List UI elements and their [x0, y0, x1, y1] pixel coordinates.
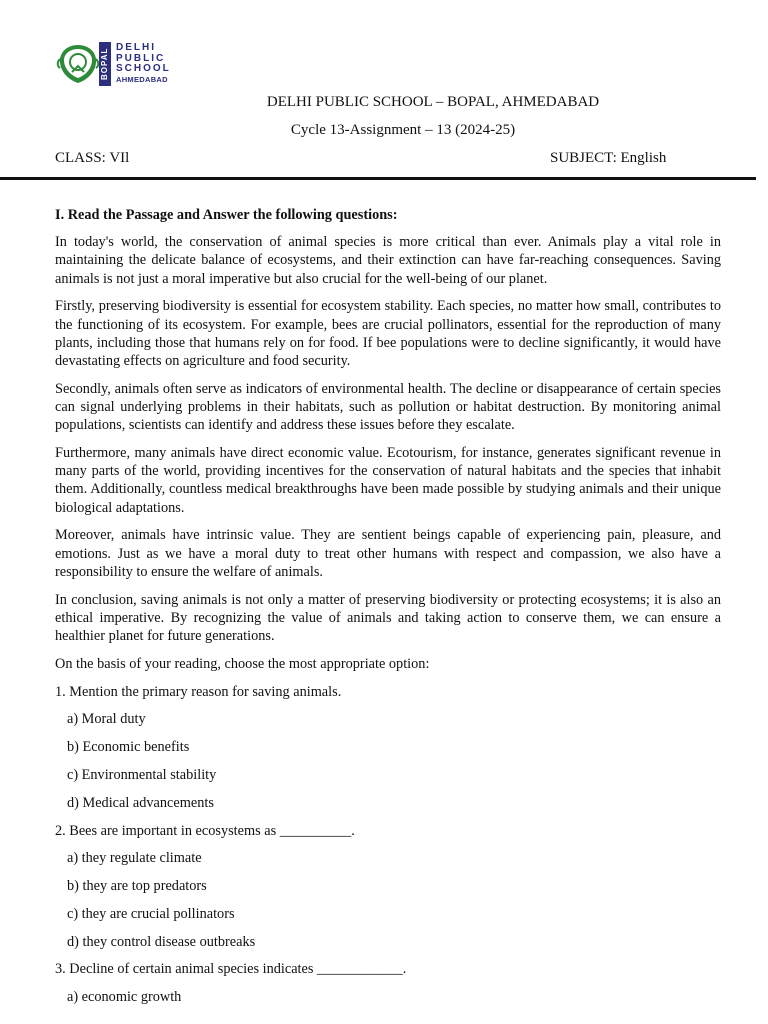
- logo-line-school: SCHOOL: [116, 63, 171, 74]
- header-divider: [0, 177, 756, 180]
- passage-paragraph-5: Moreover, animals have intrinsic value. They are sentient beings capable of experiencing pain, pleasure, and emotions. Just as we have a moral duty to treat other humans with respect and compassion, we also have a responsibility to ensure the welfare of animals.: [55, 527, 721, 580]
- logo-wordmark: [116, 43, 171, 85]
- question-1-option-b: b) Economic benefits: [67, 739, 190, 756]
- question-1-option-d: d) Medical advancements: [67, 794, 214, 811]
- question-3: 3. Decline of certain animal species indicates ____________.: [55, 961, 407, 978]
- question-2-option-c: c) they are crucial pollinators: [67, 905, 235, 922]
- logo-line-public: PUBLIC: [116, 52, 166, 64]
- school-name: DELHI PUBLIC SCHOOL – BOPAL, AHMEDABAD: [266, 94, 600, 110]
- section-title: I. Read the Passage and Answer the following questions:: [55, 207, 398, 223]
- question-2-option-a: a) they regulate climate: [67, 850, 202, 867]
- assignment-body: [55, 206, 721, 1016]
- passage-paragraph-4: Furthermore, many animals have direct economic value. Ecotourism, for instance, generates significant revenue in many parts of the world, providing incentives for the conservation of natural habitats and the species that inhabit them. Additionally, countless medical breakthroughs have been made possible by studying animals and their unique biological adaptations.: [55, 445, 721, 516]
- question-1: 1. Mention the primary reason for saving animals.: [55, 683, 342, 700]
- question-3-option-a: a) economic growth: [67, 989, 182, 1006]
- instruction: On the basis of your reading, choose the most appropriate option:: [55, 655, 430, 672]
- question-2-option-b: b) they are top predators: [67, 878, 207, 895]
- question-1-option-a: a) Moral duty: [67, 711, 146, 728]
- question-2: 2. Bees are important in ecosystems as __________.: [55, 822, 355, 839]
- class-label: CLASS: VIl: [55, 150, 130, 166]
- passage-paragraph-2: Firstly, preserving biodiversity is essential for ecosystem stability. Each species, no matter how small, contributes to the functioning of its ecosystem. For example, bees are crucial pollinators, essential for the reproduction of many plants, including those that humans rely on for food. If bee populations were to decline significantly, it would have devastating effects on agriculture and food security.: [55, 298, 721, 370]
- passage-paragraph-6: In conclusion, saving animals is not only a matter of preserving biodiversity or protecting ecosystems; it is also an ethical imperative. By recognizing the value of animals and taking action to conserve them, we can ensure a healthier planet for future generations.: [55, 591, 721, 645]
- question-1-option-c: c) Environmental stability: [67, 766, 217, 783]
- question-2-option-d: d) they control disease outbreaks: [67, 933, 256, 950]
- subject-label: SUBJECT: English: [550, 150, 667, 166]
- logo-bar-text: BOPAL: [100, 47, 109, 81]
- logo-line-ahmedabad: AHMEDABAD: [116, 74, 168, 84]
- school-crest-icon: [56, 42, 100, 86]
- passage-paragraph-1: In today's world, the conservation of animal species is more critical than ever. Animals play a vital role in maintaining the delicate balance of ecosystems, and their extinction can have far-reaching consequences. Saving animals is not just a moral imperative but also crucial for the well-being of our planet.: [55, 234, 721, 287]
- passage-paragraph-3: Secondly, animals often serve as indicators of environmental health. The decline or disappearance of certain species can signal underlying problems in their habitats, such as pollution or habitat destruction. By monitoring animal populations, scientists can identify and address these issues before they escalate.: [55, 380, 721, 434]
- assignment-title: Cycle 13-Assignment – 13 (2024-25): [290, 122, 516, 138]
- school-logo: [56, 42, 176, 86]
- logo-line-delhi: DELHI: [116, 42, 156, 53]
